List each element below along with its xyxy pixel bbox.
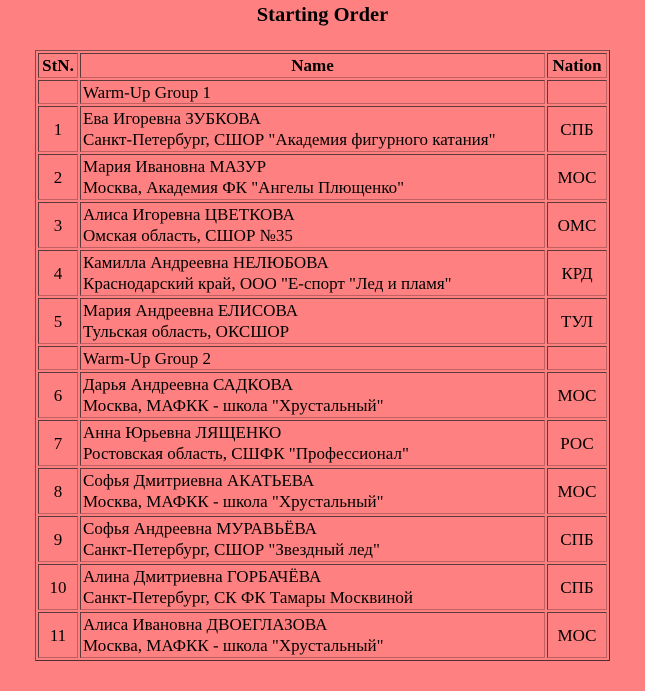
start-number: 3	[38, 202, 78, 248]
warmup-group-label: Warm-Up Group 2	[80, 346, 545, 370]
skater-name: Анна Юрьевна ЛЯЩЕНКО	[83, 423, 282, 442]
start-number: 6	[38, 372, 78, 418]
skater-name: Дарья Андреевна САДКОВА	[83, 375, 294, 394]
skater-cell	[80, 516, 545, 562]
skater-club: Москва, МАФКК - школа "Хрустальный"	[83, 636, 384, 655]
skater-name: Мария Андреевна ЕЛИСОВА	[83, 301, 298, 320]
skater-name: Мария Ивановна МАЗУР	[83, 157, 267, 176]
skater-row	[38, 106, 607, 152]
skater-club: Москва, МАФКК - школа "Хрустальный"	[83, 492, 384, 511]
table-body	[38, 80, 607, 658]
warmup-group-label: Warm-Up Group 1	[80, 80, 545, 104]
nation-code: МОС	[547, 612, 607, 658]
skater-name: Алиса Игоревна ЦВЕТКОВА	[83, 205, 295, 224]
skater-name: Камилла Андреевна НЕЛЮБОВА	[83, 253, 329, 272]
nation-code: КРД	[547, 250, 607, 296]
skater-name: Алина Дмитриевна ГОРБАЧЁВА	[83, 567, 322, 586]
skater-cell	[80, 372, 545, 418]
start-number: 7	[38, 420, 78, 466]
start-number: 11	[38, 612, 78, 658]
skater-cell	[80, 202, 545, 248]
start-number: 2	[38, 154, 78, 200]
skater-name: Алиса Ивановна ДВОЕГЛАЗОВА	[83, 615, 328, 634]
skater-row	[38, 250, 607, 296]
nation-code: СПБ	[547, 516, 607, 562]
start-number: 5	[38, 298, 78, 344]
group-nation-empty	[547, 80, 607, 104]
skater-cell	[80, 106, 545, 152]
skater-row	[38, 154, 607, 200]
start-number: 1	[38, 106, 78, 152]
header-nation: Nation	[547, 53, 607, 78]
skater-row	[38, 298, 607, 344]
nation-code: МОС	[547, 372, 607, 418]
skater-row	[38, 468, 607, 514]
start-number: 8	[38, 468, 78, 514]
warmup-group-row	[38, 346, 607, 370]
skater-name: Софья Дмитриевна АКАТЬЕВА	[83, 471, 315, 490]
group-stn-empty	[38, 346, 78, 370]
nation-code: СПБ	[547, 106, 607, 152]
table-header-row	[38, 53, 607, 78]
skater-club: Москва, МАФКК - школа "Хрустальный"	[83, 396, 384, 415]
skater-cell	[80, 250, 545, 296]
start-number: 10	[38, 564, 78, 610]
skater-cell	[80, 298, 545, 344]
group-nation-empty	[547, 346, 607, 370]
skater-cell	[80, 154, 545, 200]
group-stn-empty	[38, 80, 78, 104]
skater-row	[38, 202, 607, 248]
starting-order-table	[35, 50, 610, 661]
header-stn: StN.	[38, 53, 78, 78]
nation-code: МОС	[547, 468, 607, 514]
nation-code: ОМС	[547, 202, 607, 248]
skater-name: Ева Игоревна ЗУБКОВА	[83, 109, 261, 128]
nation-code: СПБ	[547, 564, 607, 610]
warmup-group-row	[38, 80, 607, 104]
skater-club: Москва, Академия ФК "Ангелы Плющенко"	[83, 178, 405, 197]
nation-code: МОС	[547, 154, 607, 200]
header-name: Name	[80, 53, 545, 78]
nation-code: РОС	[547, 420, 607, 466]
skater-row	[38, 564, 607, 610]
skater-cell	[80, 612, 545, 658]
skater-club: Омская область, СШОР №35	[83, 226, 293, 245]
skater-cell	[80, 420, 545, 466]
page-title: Starting Order	[256, 4, 389, 26]
nation-code: ТУЛ	[547, 298, 607, 344]
skater-row	[38, 516, 607, 562]
skater-club: Санкт-Петербург, СШОР "Звездный лед"	[83, 540, 380, 559]
skater-row	[38, 612, 607, 658]
skater-club: Санкт-Петербург, СШОР "Академия фигурного катания"	[83, 130, 496, 149]
skater-club: Ростовская область, СШФК "Профессионал"	[83, 444, 409, 463]
skater-name: Софья Андреевна МУРАВЬЁВА	[83, 519, 317, 538]
start-number: 4	[38, 250, 78, 296]
skater-cell	[80, 564, 545, 610]
start-number: 9	[38, 516, 78, 562]
skater-club: Санкт-Петербург, СК ФК Тамары Москвиной	[83, 588, 414, 607]
skater-club: Тульская область, ОКСШОР	[83, 322, 290, 341]
skater-row	[38, 420, 607, 466]
skater-cell	[80, 468, 545, 514]
skater-row	[38, 372, 607, 418]
skater-club: Краснодарский край, ООО "Е-спорт "Лед и пламя"	[83, 274, 452, 293]
